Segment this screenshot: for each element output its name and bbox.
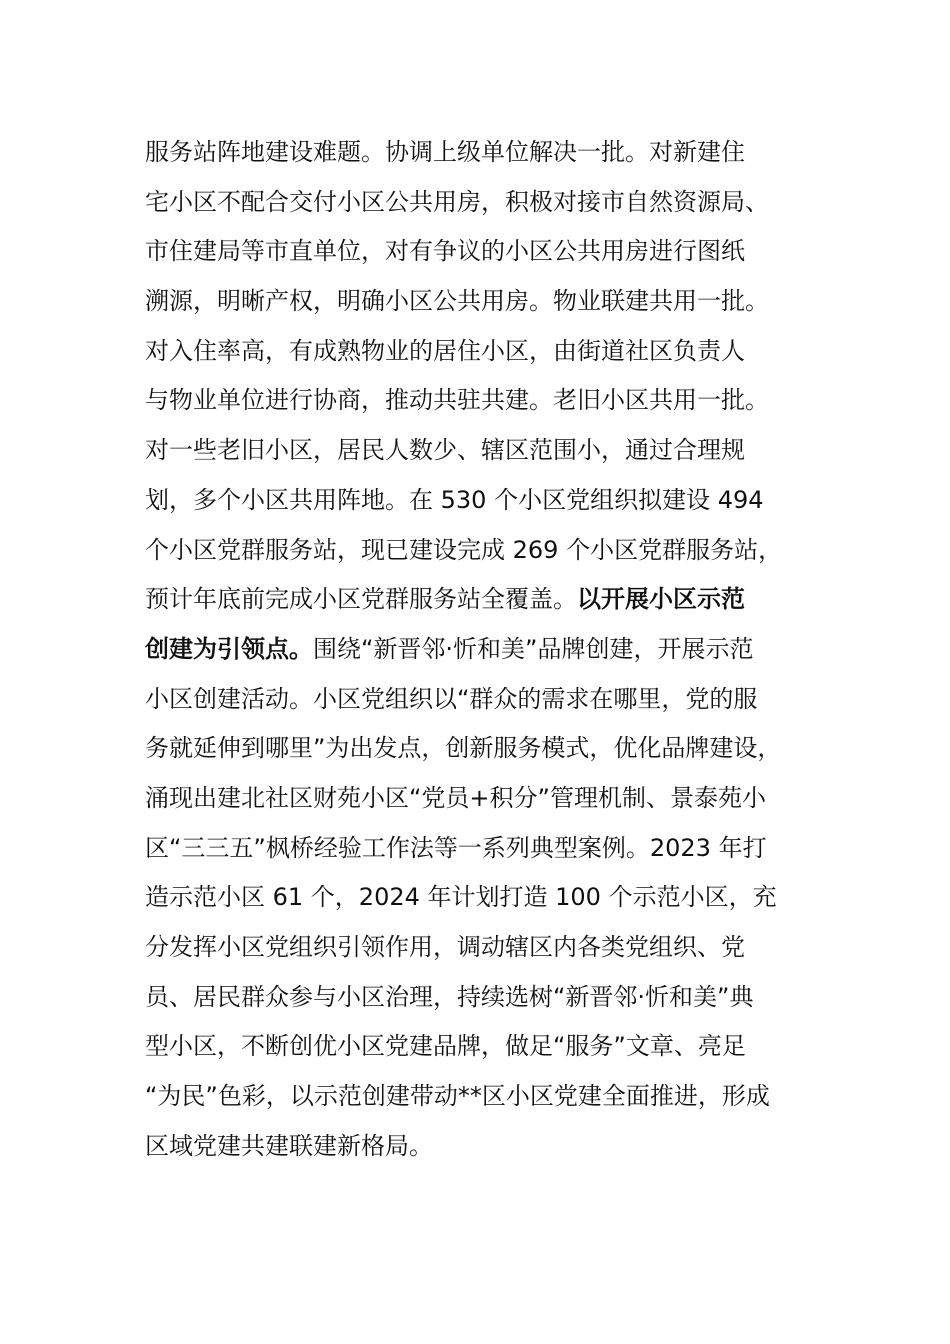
text-segment: 溯源，明晰产权，明确小区公共用房。物业联建共用一批。 (145, 287, 769, 316)
text-line (145, 1022, 825, 1072)
text-segment: 划，多个小区共用阵地。在 530 个小区党组织拟建设 494 (145, 485, 764, 514)
text-line (145, 376, 825, 426)
text-line (145, 873, 825, 923)
text-line (145, 625, 825, 675)
text-segment: 对入住率高，有成熟物业的居住小区，由街道社区负责人 (145, 336, 745, 365)
text-segment: 个小区党群服务站，现已建设完成 269 个小区党群服务站， (145, 535, 783, 564)
bold-text-segment: 创建为引领点。 (145, 634, 313, 663)
text-line (145, 923, 825, 973)
text-line (145, 426, 825, 476)
text-segment: 服务站阵地建设难题。协调上级单位解决一批。对新建住 (145, 138, 745, 166)
text-line (145, 327, 825, 377)
text-segment: 与物业单位进行协商，推动共驻共建。老旧小区共用一批。 (145, 386, 769, 415)
text-segment: 对一些老旧小区，居民人数少、辖区范围小，通过合理规 (145, 436, 745, 465)
text-line (145, 1122, 825, 1172)
text-segment: 分发挥小区党组织引领作用，调动辖区内各类党组织、党 (145, 933, 745, 961)
text-line (145, 178, 825, 228)
text-line (145, 774, 825, 824)
text-segment: 围绕“新晋邻·忻和美”品牌创建，开展示范 (313, 634, 754, 663)
text-segment: “为民”色彩，以示范创建带动**区小区党建全面推进，形成 (145, 1082, 770, 1111)
text-segment: 员、居民群众参与小区治理，持续选树“新晋邻·忻和美”典 (145, 982, 754, 1011)
text-line (145, 973, 825, 1023)
bold-text-segment: 以开展小区示范 (577, 585, 745, 614)
text-segment: 市住建局等市直单位，对有争议的小区公共用房进行图纸 (145, 237, 745, 266)
text-segment: 型小区，不断创优小区党建品牌，做足“服务”文章、亮足 (145, 1032, 746, 1061)
text-line (145, 824, 825, 874)
text-segment: 务就延伸到哪里”为出发点，创新服务模式，优化品牌建设， (145, 734, 782, 763)
text-segment: 宅小区不配合交付小区公共用房，积极对接市自然资源局、 (145, 187, 769, 216)
text-line (145, 526, 825, 576)
text-line (145, 277, 825, 327)
text-line (145, 476, 825, 526)
text-segment: 区“三三五”枫桥经验工作法等一系列典型案例。2023 年打 (145, 833, 767, 862)
text-segment: 区域党建共建联建新格局。 (145, 1131, 433, 1160)
body-paragraph (145, 128, 825, 1171)
text-line (145, 1072, 825, 1122)
text-segment: 预计年底前完成小区党群服务站全覆盖。 (145, 585, 577, 614)
text-line (145, 128, 825, 178)
text-segment: 造示范小区 61 个，2024 年计划打造 100 个示范小区，充 (145, 883, 777, 912)
text-line (145, 227, 825, 277)
text-line (145, 675, 825, 725)
text-segment: 涌现出建北社区财苑小区“党员+积分”管理机制、景泰苑小 (145, 783, 766, 812)
text-segment: 小区创建活动。小区党组织以“群众的需求在哪里，党的服 (145, 684, 758, 713)
text-line (145, 724, 825, 774)
text-line (145, 575, 825, 625)
